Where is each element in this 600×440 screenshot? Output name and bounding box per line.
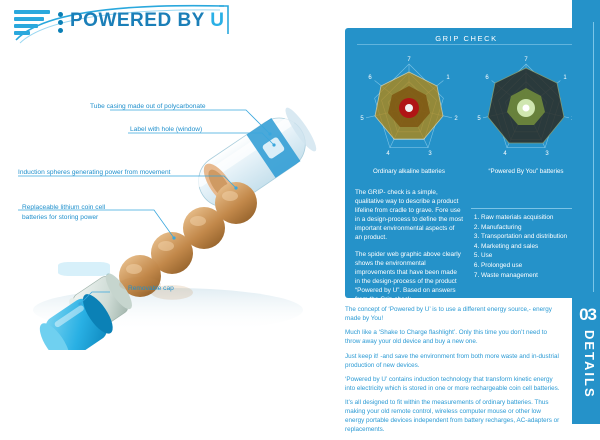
logo-text-main: POWERED BY bbox=[70, 10, 211, 31]
bottom-paragraph: Much like a ‘Shake to Charge flashlight’. Only this time you don’t need to throw away your old device and buy a new one. bbox=[345, 329, 547, 346]
svg-text:4: 4 bbox=[386, 151, 390, 157]
svg-text:7: 7 bbox=[524, 57, 528, 63]
panel-paragraph-2: The spider web graphic above clearly shows the environmental improvements that have been made in the design-process of the product “Powered by U”. Based on answers from the Grip-check. bbox=[355, 250, 461, 304]
legend-item: 3. Transportation and distribution bbox=[481, 232, 579, 242]
brand-logo bbox=[14, 4, 244, 42]
label-window: Label with hole (window) bbox=[130, 126, 203, 133]
radar-caption-ordinary: Ordinary alkaline batteries bbox=[373, 168, 445, 175]
svg-text:6: 6 bbox=[485, 75, 489, 81]
rail-divider bbox=[593, 22, 594, 292]
panel-title-rule bbox=[357, 44, 576, 45]
legend-item: 6. Prolonged use bbox=[481, 261, 579, 271]
label-removable-cap: Removable cap bbox=[128, 285, 174, 292]
logo-text bbox=[70, 10, 225, 32]
bottom-paragraph: Just keep it! -and save the environment from both more waste and in-dustrial production of new devices. bbox=[345, 352, 559, 369]
legend-item: 4. Marketing and sales bbox=[481, 242, 579, 252]
legend-item: 5. Use bbox=[481, 251, 579, 261]
label-induction-spheres: Induction spheres generating power from movement bbox=[18, 169, 171, 176]
page-number: 03 bbox=[579, 305, 596, 324]
grip-check-panel bbox=[345, 28, 588, 304]
panel-paragraph-1: The GRIP- check is a simple, qualitative way to describe a product lifeline from cradle to grave. Fore use in a design-process to define the most important environmental aspects of an product. bbox=[355, 189, 463, 242]
panel-title: GRIP CHECK bbox=[435, 34, 498, 43]
svg-text:3: 3 bbox=[545, 151, 549, 157]
bottom-description bbox=[345, 305, 560, 440]
svg-text:5: 5 bbox=[477, 116, 481, 122]
label-tube-casing: Tube casing made out of polycarbonate bbox=[90, 103, 206, 110]
legend-item: 7. Waste management bbox=[481, 271, 579, 281]
svg-text:6: 6 bbox=[368, 75, 372, 81]
logo-bars-icon bbox=[14, 10, 54, 36]
bottom-paragraph: It’s all designed to fit within the measurements of ordinary batteries. Thus making your old remote control, wireless computer mouse or other low energy portable devices independent from battery recharges, AC-adapters or replacements. bbox=[345, 399, 560, 434]
logo-text-accent: U bbox=[210, 10, 225, 31]
svg-text:7: 7 bbox=[407, 57, 411, 63]
grip-legend bbox=[471, 213, 579, 280]
panel-body-text bbox=[355, 188, 463, 311]
section-title: DETAILS bbox=[582, 330, 597, 399]
radar-charts bbox=[351, 50, 582, 180]
radar-caption-pbu: “Powered By You” batteries bbox=[488, 168, 564, 175]
legend-item: 2. Manufacturing bbox=[481, 223, 579, 233]
label-coin-cells: Replaceable lithium coin cell batteries for storing power bbox=[22, 204, 106, 221]
svg-text:5: 5 bbox=[360, 116, 364, 122]
svg-text:1: 1 bbox=[563, 75, 567, 81]
svg-text:4: 4 bbox=[503, 151, 507, 157]
legend-item: 1. Raw materials acquisition bbox=[481, 213, 579, 223]
page-rail bbox=[572, 0, 600, 424]
svg-text:2: 2 bbox=[454, 116, 458, 122]
bottom-paragraph: The concept of ‘Powered by U’ is to use a different energy source,- energy made by You! bbox=[345, 306, 552, 323]
svg-text:3: 3 bbox=[428, 151, 432, 157]
bottom-paragraph: ‘Powered by U’ contains induction technology that transform kinetic energy into electricity which is stored in one or more rechargeable coin cell batteries. bbox=[345, 375, 560, 392]
svg-text:1: 1 bbox=[446, 75, 450, 81]
radar-chart-ordinary bbox=[353, 50, 465, 162]
legend-rule bbox=[471, 208, 577, 209]
logo-dots-icon bbox=[58, 12, 63, 36]
radar-chart-powered-by-you bbox=[470, 50, 582, 162]
